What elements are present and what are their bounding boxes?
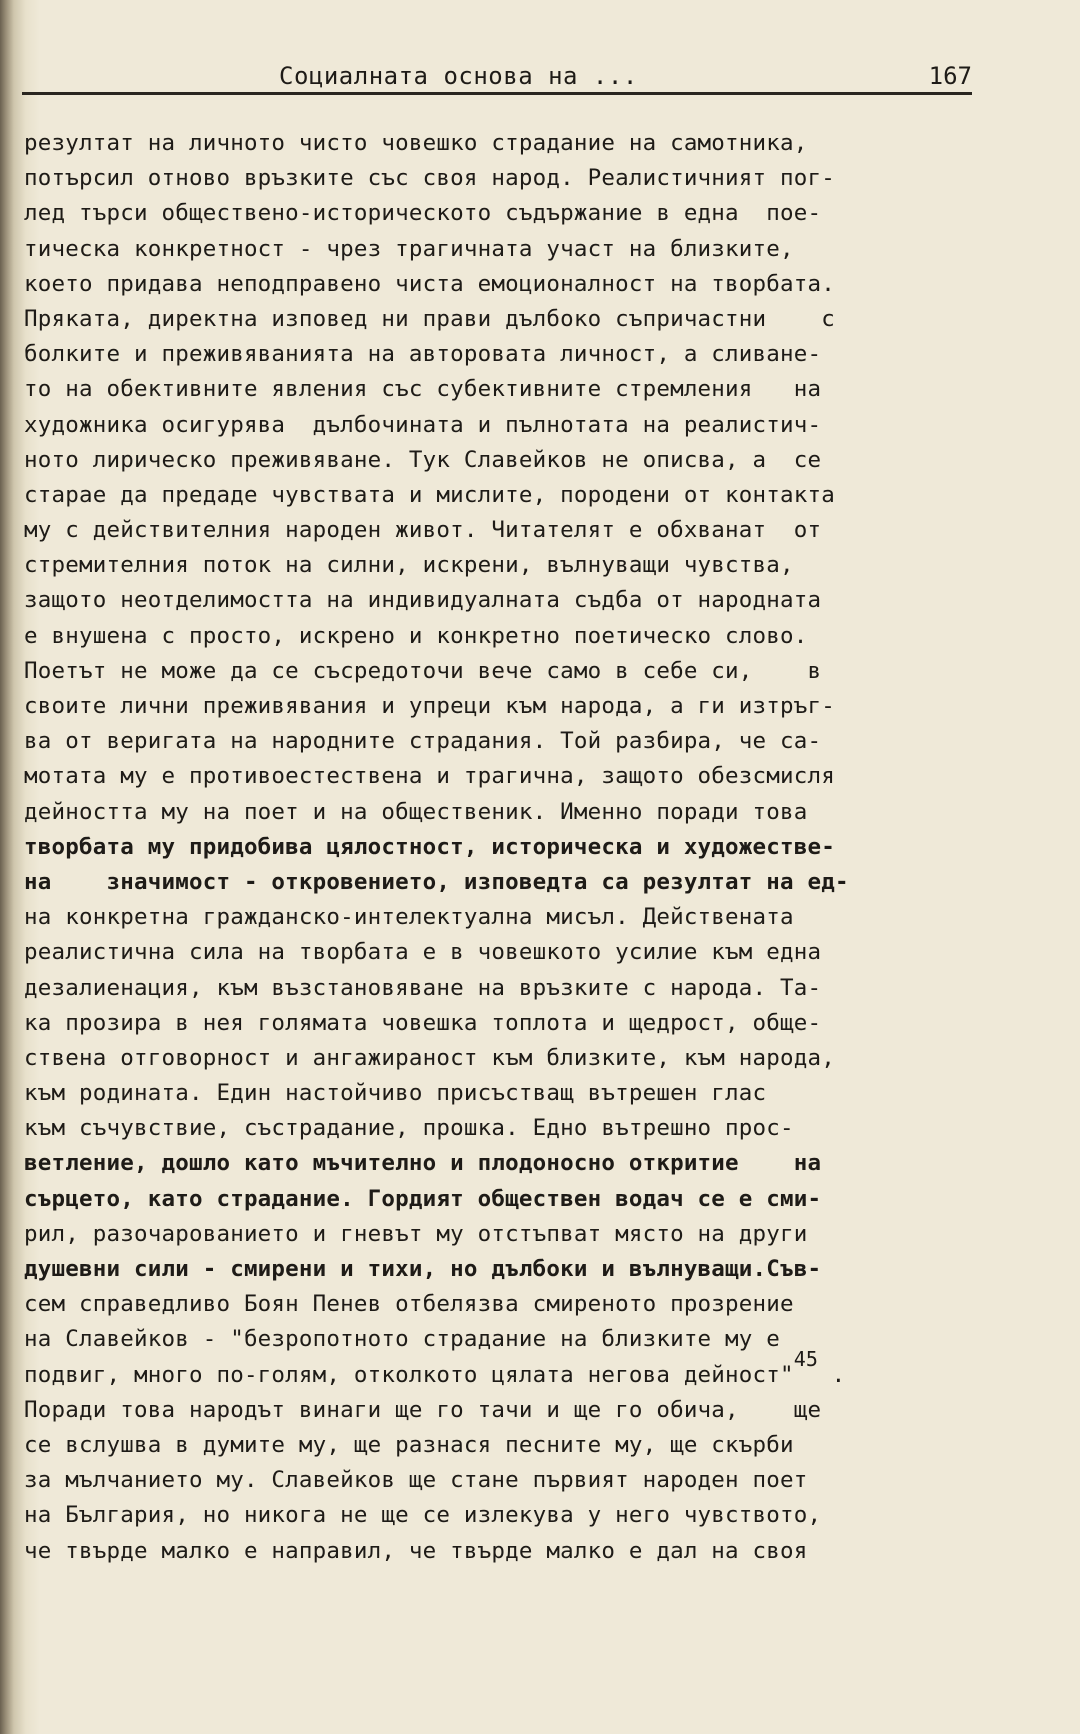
text-line: душевни сили - смирени и тихи, но дълбоки и вълнуващи.Съв- bbox=[24, 1256, 822, 1282]
footnote-reference: 45 bbox=[793, 1346, 818, 1371]
text-line: е внушена с просто, искрено и конкретно поетическо слово. bbox=[24, 622, 808, 649]
text-line: което придава неподправено чиста емоционалност на творбата. bbox=[24, 270, 836, 297]
text-line: своите лични преживявания и упреци към народа, а ги изтръг- bbox=[24, 693, 836, 719]
text-line: мотата му е противоестествена и трагична, защото обезсмисля bbox=[24, 763, 836, 790]
text-line: дейността му на поет и на общественик. Именно поради това bbox=[24, 798, 808, 825]
page-number: 167 bbox=[928, 62, 972, 90]
text-line: на Славейков - "безропотното страдание на близките му е bbox=[24, 1326, 781, 1353]
footnote-trailing-punctuation: . bbox=[817, 1361, 846, 1388]
text-line-with-footnote bbox=[24, 1346, 984, 1393]
text-line: на конкретна гражданско-интелектуална мисъл. Действената bbox=[24, 904, 794, 931]
text-line: се вслушва в думите му, ще разнася песните му, ще скърби bbox=[24, 1431, 794, 1458]
text-line: тическа конкретност - чрез трагичната участ на близките, bbox=[24, 235, 794, 262]
text-line: реалистична сила на творбата е в човешкото усилие към една bbox=[24, 939, 822, 966]
text-line: ствена отговорност и ангажираност към близките, към народа, bbox=[24, 1044, 836, 1071]
running-title: Социалната основа на ... bbox=[279, 62, 638, 90]
text-line-content: подвиг, много по-голям, отколкото цялата негова дейност" bbox=[24, 1361, 794, 1388]
text-line: сърцето, като страдание. Гордият обществен водач се е сми- bbox=[24, 1185, 822, 1212]
body-text bbox=[24, 126, 984, 1569]
text-line: художника осигурява дълбочината и пълнотата на реалистич- bbox=[24, 411, 822, 438]
text-line: то на обективните явления със субективните стремления на bbox=[24, 376, 822, 403]
text-line: защото неотделимостта на индивидуалната съдба от народната bbox=[24, 587, 822, 614]
text-line: на България, но никога не ще се излекува у него чувството, bbox=[24, 1502, 822, 1529]
text-line: рил, разочарованието и гневът му отстъпват място на други bbox=[24, 1220, 808, 1247]
text-line: Пряката, директна изповед ни прави дълбоко съпричастни с bbox=[24, 305, 836, 332]
text-line: дезалиенация, към възстановяване на връзките с народа. Та- bbox=[24, 974, 822, 1001]
text-line: на значимост - откровението, изповедта са резултат на ед- bbox=[24, 868, 849, 895]
text-line: старае да предаде чувствата и мислите, породени от контакта bbox=[24, 481, 836, 508]
text-line: към родината. Един настойчиво присъстващ вътрешен глас bbox=[24, 1080, 767, 1107]
text-line: че твърде малко е направил, че твърде малко е дал на своя bbox=[24, 1537, 808, 1564]
text-line: Поради това народът винаги ще го тачи и ще го обича, ще bbox=[24, 1396, 822, 1423]
text-line: ното лирическо преживяване. Тук Славейков не описва, а се bbox=[24, 446, 822, 473]
text-line: стремителния поток на силни, искрени, вълнуващи чувства, bbox=[24, 552, 794, 579]
text-line: творбата му придобива цялостност, историческа и художестве- bbox=[24, 833, 836, 860]
text-line: потърсил отново връзките със своя народ. Реалистичният пог- bbox=[24, 165, 836, 192]
text-line: ва от веригата на народните страдания. Той разбира, че са- bbox=[24, 728, 822, 755]
text-line: резултат на личното чисто човешко страдание на самотника, bbox=[24, 130, 808, 156]
text-line: лед търси обществено-историческото съдържание в една пое- bbox=[24, 200, 822, 227]
text-line: болките и преживяванията на авторовата личност, а сливане- bbox=[24, 341, 822, 368]
text-line: за мълчанието му. Славейков ще стане първият народен поет bbox=[24, 1467, 808, 1494]
text-line: ветление, дошло като мъчително и плодоносно откритие на bbox=[24, 1150, 822, 1177]
text-line: Поетът не може да се съсредоточи вече само в себе си, в bbox=[24, 657, 822, 684]
text-line: му с действителния народен живот. Читателят е обхванат от bbox=[24, 517, 822, 544]
page-header bbox=[22, 60, 972, 95]
text-line: ка прозира в нея голямата човешка топлота и щедрост, обще- bbox=[24, 1009, 822, 1036]
text-line: сем справедливо Боян Пенев отбелязва смиреното прозрение bbox=[24, 1291, 794, 1318]
text-line: към съчувствие, състрадание, прошка. Едно вътрешно прос- bbox=[24, 1115, 794, 1142]
